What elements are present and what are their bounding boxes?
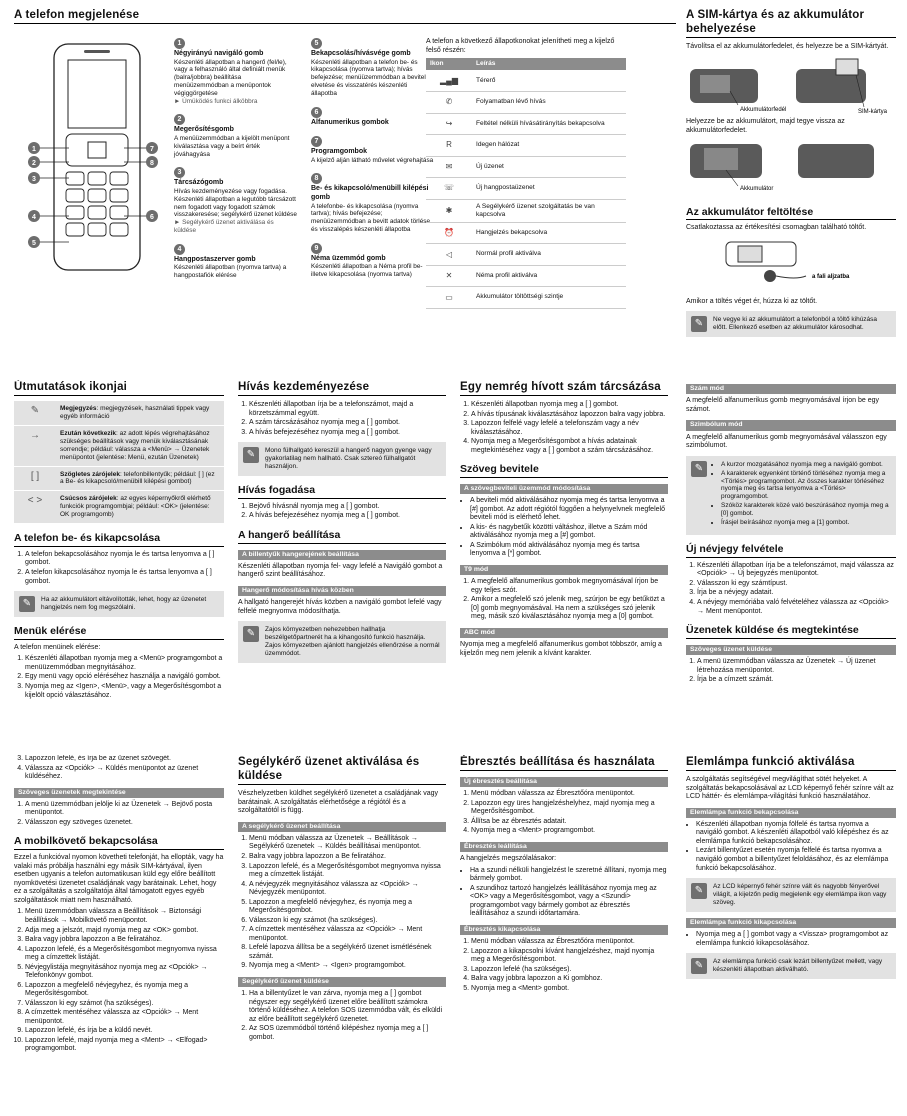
section-title: Hívás kezdeményezése — [238, 380, 446, 396]
list-item: 4. Nyomja meg a <Ment> programgombot. — [471, 827, 668, 836]
list-item: 1. Menü módban válassza az Ébresztőóra menüpontot. — [471, 938, 668, 947]
section-title: Menük elérése — [14, 625, 224, 640]
list-item: 3. Nyomja meg az <Igen>, <Menü>, vagy a Megerősítésgombot a kijelölt opció választásához. — [25, 683, 224, 700]
list-item: 9. Nyomja meg a <Ment> → <Igen> programgombot. — [249, 962, 446, 971]
svg-text:3: 3 — [32, 176, 36, 183]
list-item: 1. Készenléti állapotban írja be a telefonszámot, majd válassza az <Opciók> → Új bejegyzés menüpontot. — [697, 562, 896, 579]
callout-item: 3 Tárcsázógomb Hívás kezdeményezése vagy fogadása. Készenléti állapotban a legutóbb tárcsázott nem fogadott vagy fogadott számok visszakeresése; segélykérő üzenet küldése ► Segélykérő üzenet aktiválása és küldése — [174, 169, 297, 234]
subsection-bar: Szöveges üzenetek megtekintése — [14, 788, 224, 798]
list-item: • Ha a szundi nélküli hangjelzést le szeretné állítani, nyomja meg bármely gombot. — [470, 867, 668, 884]
subsection-bar: Elemlámpa funkció kikapcsolása — [686, 918, 896, 928]
number-mode-section: Szám mód A megfelelő alfanumerikus gomb megnyomásával írjon be egy számot. Szimbólum mód A megfelelő alfanumerikus gomb megnyomásával válasszon egy szimbólumot. ✎ • A kurzor mozgatásához nyomja meg a navigáló gombot. • A karakterek egyenként történő törléséhez nyomja meg a <Törlés> programgombot. Az összes karakter törléséhez nyomja meg és tartsa lenyomva a <Törlés> programgombot. • Szóköz karakterek közé való beszúrásához nyomja meg a [0] gombot. • Írásjel beírásához nyomja meg a [1] gombot. Új névjegy felvétele 1. Készenléti állapotban írja be a telefonszámot, majd válassza az <Opciók> → Új bejegyzés menüpontot. 2. Válasszon ki egy számtípust. 3. Írja be a névjegy adatait. 4. A névjegy memóriába való felvételéhez válassza az <Opciók> → Ment menüpontot. Üzenetek küldése és megtekintése Szöveges üzenet küldése 1. A menü üzemmódban válassza az Üzenetek → Új üzenet létrehozása menüpontot. 2. Írja be a címzett számát. — [686, 380, 896, 720]
note-icon: ✎ — [691, 958, 707, 974]
svg-text:4: 4 — [32, 214, 36, 221]
icons-intro: A telefon a következő állapotkonokat jelenítheti meg a kijelző felső részén: — [426, 38, 615, 54]
charge-title: Az akkumulátor feltöltése — [686, 206, 896, 221]
list-item: • A kurzor mozgatásához nyomja meg a navigáló gombot. — [721, 461, 891, 469]
list-item: 5. Lapozzon a megfelelő névjegyhez, és nyomja meg a Megerősítésgombot. — [249, 899, 446, 916]
list-item: 2. Írja be a címzett számát. — [697, 676, 896, 685]
phone-appearance-section — [14, 8, 676, 358]
bracket-icon: [ ] — [14, 466, 56, 491]
normal-profile-icon: ◁ — [426, 244, 472, 266]
section-title: A SIM-kártya és az akkumulátor behelyezése — [686, 8, 896, 38]
list-item: • Készenléti állapotban nyomja fölfelé és tartsa nyomva a navigáló gombot. A készenléti állapotból való kilépéshez és az elemlámpa funkció bekapcsolásához. — [696, 821, 896, 847]
list-item: 4. Balra vagy jobbra lapozzon a Ki gombhoz. — [471, 975, 668, 984]
table-row: ↪ Feltétel nélküli hívásátirányítás bekapcsolva — [426, 113, 626, 135]
subsection-bar: Szimbólum mód — [686, 420, 896, 430]
section-title: A hangerő beállítása — [238, 529, 446, 544]
table-row: ✉ Új üzenet — [426, 156, 626, 178]
list-item: 1. Menü üzemmódban válassza a Beállítások → Biztonsági beállítások → Mobilkövető menüpontot. — [25, 908, 224, 925]
list-item: 2. Adja meg a jelszót, majd nyomja meg az <OK> gombot. — [25, 927, 224, 936]
callout-item: 9 Néma üzemmód gomb Készenléti állapotban a Néma profil be- illetve kikapcsolása (nyomva tartva) — [311, 244, 423, 279]
table-row: ☏ Új hangpostaüzenet — [426, 178, 626, 200]
note-box — [686, 456, 896, 535]
subsection-bar: ABC mód — [460, 628, 668, 638]
table-row: ▭ Akkumulátor töltöttségi szintje — [426, 287, 626, 309]
list-item: • A Szimbólum mód aktiválásához nyomja meg és tartsa lenyomva a [*] gombot. — [470, 542, 668, 559]
silent-profile-icon: ✕ — [426, 265, 472, 287]
phone-illustration — [14, 38, 174, 278]
charger-illustration — [686, 236, 896, 294]
list-item: 1. A telefon bekapcsolásához nyomja le és tartsa lenyomva a [ ] gombot. — [25, 551, 224, 568]
subsection-bar: Szám mód — [686, 384, 896, 394]
list-item: 1. A megfelelő alfanumerikus gombok megnyomásával írjon be egy teljes szót. — [471, 578, 668, 595]
list-item: • A kis- és nagybetűk közötti váltáshoz, illetve a Szám mód aktiválásához nyomja meg a [#] gombot. — [470, 524, 668, 541]
list-item: 3. A hívás befejezéséhez nyomja meg a [ ] gombot. — [249, 429, 446, 438]
list-item: • Szóköz karakterek közé való beszúrásához nyomja meg a [0] gombot. — [721, 502, 891, 518]
list-item: 9. Lapozzon lefelé, és írja be a küldő nevét. — [25, 1027, 224, 1036]
list-item: 1. Készenléti állapotban nyomja meg a [ ] gombot. — [471, 401, 668, 410]
list-item: 1. Menü módban válassza az Ébresztőóra menüpontot. — [471, 790, 668, 799]
section-title: Szöveg bevitele — [460, 463, 668, 478]
roaming-icon: R — [426, 135, 472, 157]
list-item: 3. Lapozzon lefelé, és írja be az üzenet szövegét. — [25, 755, 224, 764]
svg-text:1: 1 — [32, 146, 36, 153]
list-item: 2. A hívás befejezéséhez nyomja meg a [ ] gombot. — [249, 512, 446, 521]
alarm-icon: ⏰ — [426, 222, 472, 244]
list-item: 1. Ha a billentyűzet le van zárva, nyomja meg a [ ] gombot négyszer egy segélykérő üzenet előre beállított számokra történő küldéséhez. A telefon SOS üzemmódba vált, és elküldi az előre beállított segélykérő üzenetet. — [249, 990, 446, 1024]
section-title: Útmutatások ikonjai — [14, 380, 224, 396]
section-title: Ébresztés beállítása és használata — [460, 755, 668, 771]
torch-section: Elemlámpa funkció aktiválása A szolgáltatás segítségével megvilágíthat sötét helyeket. A szolgáltatás bekapcsolásával az LCD képernyő fehér színre vált az LCD háttér- és elemlámpa-világítási funkció használatához. Elemlámpa funkció bekapcsolása • Készenléti állapotban nyomja fölfelé és tartsa nyomva a navigáló gombot. A készenléti állapotból való kilépéshez és az elemlámpa funkció bekapcsolásához. • Lezárt billentyűzet esetén nyomja felfelé és tartsa nyomva a navigáló gombot a billentyűzet feloldásához, és az elemlámpa funkció bekapcsolásához. ✎ Az LCD képernyő fehér színre vált és nagyobb fényerővel világít, a kijelzőn pedig megjelenik egy elemlámpa ikon vagy szöveg. Elemlámpa funkció kikapcsolása • Nyomja meg a [ ] gombot vagy a <Vissza> programgombot az elemlámpa funkció kikapcsolásához. ✎ Az elemlámpa funkció csak lezárt billentyűzet mellett, vagy készenléti állapotban aktiválható. — [686, 755, 896, 1110]
svg-text:2: 2 — [32, 160, 36, 167]
list-item: 4. Lapozzon lefelé, és a Megerősítésgombot megnyomva nyissa meg a címzettek listáját. — [25, 946, 224, 963]
list-item: 1. Készenléti állapotban írja be a telefonszámot, majd a körzetszámmal együtt. — [249, 401, 446, 418]
list-item: 2. Válasszon egy szöveges üzenetet. — [25, 819, 224, 828]
callout-item: 7 Programgombok A kijelző alján látható művelet végrehajtása — [311, 138, 434, 164]
svg-text:5: 5 — [32, 240, 36, 247]
list-item: 6. Válasszon ki egy számot (ha szükséges). — [249, 917, 446, 926]
list-item: 8. A címzettek mentéséhez válassza az <Opciók> → Ment menüpontot. — [25, 1009, 224, 1026]
callout-item: 5 Bekapcsolás/hívásvége gomb Készenléti állapotban a telefon be- és kikapcsolása (nyomva tartva); hívás befejezése; menüüzemmódban a bevitel elvetése és visszatérés készenléti állapotba — [311, 40, 426, 97]
subsection-bar: Ébresztés kikapcsolása — [460, 925, 668, 935]
alarm-section: Ébresztés beállítása és használata Új ébresztés beállítása 1. Menü módban válassza az Ébresztőóra menüpontot. 2. Lapozzon egy üres hangjelzéshelyhez, majd nyomja meg a Megerősítésgombot. 3. Állítsa be az ébresztés adatait. 4. Nyomja meg a <Ment> programgombot. Ébresztés leállítása A hangjelzés megszólalásakor: • Ha a szundi nélküli hangjelzést le szeretné állítani, nyomja meg bármely gombot. • A szundihoz tartozó hangjelzés leállításához nyomja meg az <OK> vagy a Megerősítésgombot, vagy a <Szundi> programgombot vagy bármely gombot az ébresztés leállításához a szundi időtartamára. Ébresztés kikapcsolása 1. Menü módban válassza az Ébresztőóra menüpontot. 2. Lapozzon a kikapcsolni kívánt hangjelzéshez, majd nyomja meg a Megerősítésgombot. 3. Lapozzon lefelé (ha szükséges). 4. Balra vagy jobbra lapozzon a Ki gombhoz. 5. Nyomja meg a <Ment> gombot. — [460, 755, 668, 1110]
status-icons-block — [426, 38, 626, 309]
table-row: ✎ Megjegyzés: megjegyzések, használati tippek vagy egyéb információ — [14, 401, 224, 425]
subsection-bar: A billentyűk hangerejének beállítása — [238, 550, 446, 560]
list-item: 4. A névjegyzék megnyitásához válassza az <Opciók> → Névjegyzék menüpontot. — [249, 881, 446, 898]
subsection-bar: Hangerő módosítása hívás közben — [238, 586, 446, 596]
note-box: ✎ Ne vegye ki az akkumulátort a telefonból a töltő kihúzása előtt. Ellenkező esetben az akkumulátor károsodhat. — [686, 311, 896, 337]
subsection-bar: A szövegbeviteli üzemmód módosítása — [460, 484, 668, 494]
note-icon: ✎ — [243, 626, 259, 642]
note-icon: ✎ — [691, 316, 707, 332]
step-text: Távolítsa el az akkumulátorfedelet, és helyezze be a SIM-kártyát. — [686, 43, 889, 51]
section-title: Egy nemrég hívott szám tárcsázása — [460, 380, 668, 396]
battery-illustration — [686, 138, 896, 194]
list-item: 3. Írja be a névjegy adatait. — [697, 589, 896, 598]
subsection-bar: A segélykérő üzenet beállítása — [238, 822, 446, 832]
callout-item: 4 Hangpostaszerver gomb Készenléti állapotban (nyomva tartva) a hangpostafiók elérése — [174, 245, 287, 280]
call-icon: ✆ — [426, 92, 472, 114]
angle-icon: < > — [14, 491, 56, 524]
section-title: Hívás fogadása — [238, 484, 446, 499]
subsection-bar: T9 mód — [460, 565, 668, 575]
sim-battery-section — [686, 8, 896, 358]
callout-item: 2 Megerősítésgomb A menüüzemmódban a kijelölt menüpont kiválasztása vagy a beírt érték jóváhagyása — [174, 116, 290, 158]
note-icon: ✎ — [14, 401, 56, 425]
list-item: 1. Menü módban válassza az Üzenetek → Beállítások → Segélykérő üzenetek → Küldés beállításai menüpontot. — [249, 835, 446, 852]
list-item: 4. Nyomja meg a Megerősítésgombot a hívás adatainak megtekintéséhez vagy a [ ] gombot a szám tárcsázásához. — [471, 438, 668, 455]
svg-text:8: 8 — [150, 160, 154, 167]
table-row: → Ezután következik: az adott lépés végrehajtásához szükséges beállítások vagy menük kiválasztásának sorrendje; például: válassza a <Menü> → Üzenetek menüpontot (jelentése: Menü, ezután Üzenetek) — [14, 425, 224, 466]
list-item: 1. A menü üzemmódban jelölje ki az Üzenetek → Bejövő posta menüpontot. — [25, 801, 224, 818]
svg-text:6: 6 — [150, 214, 154, 221]
callout-item: 8 Be- és kikapcsoló/menübill kilépési gomb A telefonbe- és kikapcsolása (nyomva tartva); hívás befejezése; menüüzemmódban a bevitt adatok törlése és visszalépés készenléti állapotba — [311, 175, 431, 233]
tips-table — [14, 401, 224, 524]
list-item: 3. Állítsa be az ébresztés adatait. — [471, 818, 668, 827]
list-item: 1. Készenléti állapotban nyomja meg a <Menü> programgombot a menüüzemmódban megnyitásához. — [25, 655, 224, 672]
list-item: 3. Lapozzon lefelé, és a Megerősítésgombot megnyomva nyissa meg a címzettek listáját. — [249, 863, 446, 880]
section-title: Segélykérő üzenet aktiválása és küldése — [238, 755, 446, 785]
note-box: ✎ Az LCD képernyő fehér színre vált és nagyobb fényerővel világít, a kijelzőn pedig megjelenik egy elemlámpa ikon vagy szöveg. — [686, 878, 896, 912]
step-text: Amikor a töltés véget ér, húzza ki az töltőt. — [686, 297, 818, 305]
list-item: 2. A telefon kikapcsolásához nyomja le és tartsa lenyomva a [ ] gombot. — [25, 569, 224, 586]
sim-label: SIM-kártya — [858, 108, 888, 115]
section-title: Elemlámpa funkció aktiválása — [686, 755, 896, 771]
table-row: ✱ A Segélykérő üzenet szolgáltatás be van kapcsolva — [426, 199, 626, 222]
sim-illustration — [686, 55, 896, 115]
list-item: 2. A hívás típusának kiválasztásához lapozzon balra vagy jobbra. — [471, 411, 668, 420]
note-box: ✎ Zajos környezetben nehezebben hallhatja beszélgetőpartnerét ha a kihangosító funkció használja. Zajos környezetben ajánlott hangjelzés ellenőrzése a normál üzemmódot. — [238, 621, 446, 663]
list-item: 3. Lapozzon lefelé (ha szükséges). — [471, 966, 668, 975]
sos-section: Segélykérő üzenet aktiválása és küldése Vészhelyzetben küldhet segélykérő üzenetet a családjának vagy barátainak. A szolgáltatás elérhetősége a régiótól és a szolgáltatótól is függ. A segélykérő üzenet beállítása 1. Menü módban válassza az Üzenetek → Beállítások → Segélykérő üzenetek → Küldés beállításai menüpontot. 2. Balra vagy jobbra lapozzon a Be feliratához. 3. Lapozzon lefelé, és a Megerősítésgombot megnyomva nyissa meg a címzettek listáját. 4. A névjegyzék megnyitásához válassza az <Opciók> → Névjegyzék menüpontot. 5. Lapozzon a megfelelő névjegyhez, és nyomja meg a Megerősítésgombot. 6. Válasszon ki egy számot (ha szükséges). 7. A címzettek mentéséhez válassza az <Opciók> → Ment menüpontot. 8. Lefelé lapozva állítsa be a segélykérő üzenet ismétlésének számát. 9. Nyomja meg a <Ment> → <Igen> programgombot. Segélykérő üzenet küldése 1. Ha a billentyűzet le van zárva, nyomja meg a [ ] gombot négyszer egy segélykérő üzenet előre beállított számokra történő küldéséhez. A telefon SOS üzemmódba vált, és elküldi az előre beállított segélykérő üzenetet. 2. Az SOS üzemmódból történő kilépéshez nyomja meg a [ ] gombot. — [238, 755, 446, 1110]
list-item: 10. Lapozzon lefelé, majd nyomja meg a <Ment> → <Elfogad> programgombot. — [25, 1037, 224, 1054]
subsection-bar: Ébresztés leállítása — [460, 842, 668, 852]
voicemail-icon: ☏ — [426, 178, 472, 200]
section-title: A mobilkövető bekapcsolása — [14, 835, 224, 850]
list-item: 3. Balra vagy jobbra lapozzon a Be feliratához. — [25, 936, 224, 945]
list-item: 6. Lapozzon a megfelelő névjegyhez, és nyomja meg a Megerősítésgombot. — [25, 982, 224, 999]
recent-calls-section: Egy nemrég hívott szám tárcsázása 1. Készenléti állapotban nyomja meg a [ ] gombot. 2. A hívás típusának kiválasztásához lapozzon balra vagy jobbra. 3. Lapozzon felfelé vagy lefelé a telefonszám vagy a név kiválasztásához. 4. Nyomja meg a Megerősítésgombot a hívás adatainak megtekintéséhez vagy a [ ] gombot a szám tárcsázásához. Szöveg bevitele A szövegbeviteli üzemmód módosítása • A beviteli mód aktiválásához nyomja meg és tartsa lenyomva a [#] gombot. Az adott régiótól függően a helynyelvnek megfelelő beviteli mód is elérhető lehet. • A kis- és nagybetűk közötti váltáshoz, illetve a Szám mód aktiválásához nyomja meg a [#] gombot. • A Szimbólum mód aktiválásához nyomja meg és tartsa lenyomva a [*] gombot. T9 mód 1. A megfelelő alfanumerikus gombok megnyomásával írjon be egy teljes szót. 2. Amikor a megfelelő szó jelenik meg, szúrjon be egy betűközt a [0] gomb megnyomásával. Ha nem a szükséges szó jelenik meg, másik szó kiválasztásához nyomja meg a [0] gombot. ABC mód Nyomja meg a megfelelő alfanumerikus gombot többször, amíg a kijelzőn meg nem jelenik a kívánt karakter. — [460, 380, 668, 720]
list-item: • Lezárt billentyűzet esetén nyomja felfelé és tartsa nyomva a navigáló gombot a billentyűzet feloldásához, és az elemlámpa funkció bekapcsolásához. — [696, 847, 896, 873]
table-row: ✕ Néma profil aktiválva — [426, 265, 626, 287]
step-text: Csatlakoztassa az értékesítési csomagban található töltőt. — [686, 224, 867, 232]
list-item: 2. Az SOS üzemmódból történő kilépéshez nyomja meg a [ ] gombot. — [249, 1025, 446, 1042]
table-row: ◁ Normál profil aktiválva — [426, 244, 626, 266]
divert-icon: ↪ — [426, 113, 472, 135]
section-title: A telefon be- és kikapcsolása — [14, 532, 224, 547]
section-title: Új névjegy felvétele — [686, 543, 896, 558]
list-item: 2. A szám tárcsázásához nyomja meg a [ ] gombot. — [249, 419, 446, 428]
callout-list — [174, 38, 434, 288]
subsection-bar: Segélykérő üzenet küldése — [238, 977, 446, 987]
subsection-bar: Új ébresztés beállítása — [460, 777, 668, 787]
list-item: 2. Balra vagy jobbra lapozzon a Be feliratához. — [249, 853, 446, 862]
socket-label: a fali aljzatba — [812, 274, 850, 281]
arrow-icon: → — [14, 425, 56, 466]
table-row: [ ] Szögletes zárójelek: telefonbillentyűk; például: [ ] (ez a Be- és kikapcsoló/menübill kilépési gombot) — [14, 466, 224, 491]
note-icon: ✎ — [19, 596, 35, 612]
list-item: 2. Amikor a megfelelő szó jelenik meg, szúrjon be egy betűközt a [0] gomb megnyomásával. Ha nem a szükséges szó jelenik meg, másik szó kiválasztásához nyomja meg a [0] gombot. — [471, 596, 668, 622]
list-item: 2. Lapozzon egy üres hangjelzéshelyhez, majd nyomja meg a Megerősítésgombot. — [471, 800, 668, 817]
table-row: ▂▄▆ Térerő — [426, 70, 626, 92]
list-item: 1. Bejövő hívásnál nyomja meg a [ ] gombot. — [249, 503, 446, 512]
note-box: ✎ Az elemlámpa funkció csak lezárt billentyűzet mellett, vagy készenléti állapotban aktiválható. — [686, 953, 896, 979]
sos-icon: ✱ — [426, 199, 472, 222]
tips-section: Útmutatások ikonjai ✎ Megjegyzés: megjegyzések, használati tippek vagy egyéb információ → Ezután következik: az adott lépés végrehajtásához szükséges beállítások vagy menük kiválasztásának sorrendje; például: válassza a <Menü> → Üzenetek menüpontot (jelentése: Menü, ezután Üzenetek) [ ] Szögletes zárójelek: telefonbillentyűk; például: [ ] (ez a Be- és kikapcsoló/menübill kilépési gombot) < > Csúcsos zárójelek: az egyes képernyőkről elérhető funkciók programgombjai; például: <OK> (jelentése: OK programgomb) A telefon be- és kikapcsolása 1. A telefon bekapcsolásához nyomja le és tartsa lenyomva a [ ] gombot. 2. A telefon kikapcsolásához nyomja le és tartsa lenyomva a [ ] gombot. ✎ Ha az akkumulátort eltávolították, lehet, hogy az üzenetet hangjelzés nem fog megszólalni. Menük elérése A telefon menüinek elérése: 1. Készenléti állapotban nyomja meg a <Menü> programgombot a menüüzemmódban megnyitásához. 2. Egy menü vagy opció eléréséhez használja a navigáló gombot. 3. Nyomja meg az <Igen>, <Menü>, vagy a Megerősítésgombot a kijelölt opció választásához. — [14, 380, 224, 720]
list-item: 4. A névjegy memóriába való felvételéhez válassza az <Opciók> → Ment menüpontot. — [697, 599, 896, 616]
signal-icon: ▂▄▆ — [426, 70, 472, 92]
list-item: • Nyomja meg a [ ] gombot vagy a <Vissza> programgombot az elemlámpa funkció kikapcsolásához. — [696, 931, 896, 948]
subsection-bar: Elemlámpa funkció bekapcsolása — [686, 808, 896, 818]
list-item: 7. A címzettek mentéséhez válassza az <Opciók> → Ment menüpontot. — [249, 926, 446, 943]
list-item: 2. Válasszon ki egy számtípust. — [697, 580, 896, 589]
subsection-bar: Szöveges üzenet küldése — [686, 645, 896, 655]
list-item: • Írásjel beírásához nyomja meg a [1] gombot. — [721, 519, 891, 527]
battery-label: Akkumulátor — [740, 186, 774, 193]
step-text: Helyezze be az akkumulátort, majd tegye vissza az akkumulátorfedelet. — [686, 118, 845, 134]
note-box: ✎ Ha az akkumulátort eltávolították, lehet, hogy az üzenetet hangjelzés nem fog megszólalni. — [14, 591, 224, 617]
list-item: 2. Lapozzon a kikapcsolni kívánt hangjelzéshez, majd nyomja meg a Megerősítésgombot. — [471, 948, 668, 965]
section-title: Üzenetek küldése és megtekintése — [686, 624, 896, 639]
battery-icon: ▭ — [426, 287, 472, 309]
list-item: • A beviteli mód aktiválásához nyomja meg és tartsa lenyomva a [#] gombot. Az adott régiótól függően a helynyelvnek megfelelő beviteli mód is elérhető lehet. — [470, 497, 668, 523]
tracker-section: 3. Lapozzon lefelé, és írja be az üzenet szövegét. 4. Válassza az <Opciók> → Küldés menüpontot az üzenet küldéséhez. Szöveges üzenetek megtekintése 1. A menü üzemmódban jelölje ki az Üzenetek → Bejövő posta menüpontot. 2. Válasszon egy szöveges üzenetet. A mobilkövető bekapcsolása Ezzel a funkcióval nyomon követheti telefonját, ha ellopták, vagy ha valaki más próbálja használni egy másik SIM-kártyával, ilyen esetben ugyanis a telefon automatikusan küld egy előre beállított nyomkövetési üzenetet családjának vagy barátainak. Lehet, hogy ez a szolgáltatás a szolgáltatója által támogatott egyes egyéb szolgáltatások miatt nem használható. 1. Menü üzemmódban válassza a Beállítások → Biztonsági beállítások → Mobilkövető menüpontot. 2. Adja meg a jelszót, majd nyomja meg az <OK> gombot. 3. Balra vagy jobbra lapozzon a Be feliratához. 4. Lapozzon lefelé, és a Megerősítésgombot megnyomva nyissa meg a címzettek listáját. 5. Névjegylistája megnyitásához nyomja meg az <Opciók> → Telefonkönyv gombot. 6. Lapozzon a megfelelő névjegyhez, és nyomja meg a Megerősítésgombot. 7. Válasszon ki egy számot (ha szükséges). 8. A címzettek mentéséhez válassza az <Opciók> → Ment menüpontot. 9. Lapozzon lefelé, és írja be a küldő nevét. 10. Lapozzon lefelé, majd nyomja meg a <Ment> → <Elfogad> programgombot. — [14, 755, 224, 1110]
cover-label: Akkumulátorfedél — [740, 106, 787, 113]
list-item: 7. Válasszon ki egy számot (ha szükséges). — [25, 1000, 224, 1009]
svg-text:7: 7 — [150, 146, 154, 153]
list-item: 8. Lefelé lapozva állítsa be a segélykérő üzenet ismétlésének számát. — [249, 944, 446, 961]
list-item: 3. Lapozzon felfelé vagy lefelé a telefonszám vagy a név kiválasztásához. — [471, 420, 668, 437]
list-item: 1. A menü üzemmódban válassza az Üzenetek → Új üzenet létrehozása menüpontot. — [697, 658, 896, 675]
table-row: R Idegen hálózat — [426, 135, 626, 157]
note-icon: ✎ — [691, 883, 707, 899]
note-icon: ✎ — [691, 461, 707, 477]
note-icon: ✎ — [243, 447, 259, 463]
message-icon: ✉ — [426, 156, 472, 178]
table-row: ⏰ Hangjelzés bekapcsolva — [426, 222, 626, 244]
callout-item: 6 Alfanumerikus gombok — [311, 108, 389, 126]
list-item: 2. Egy menü vagy opció eléréséhez használja a navigáló gombot. — [25, 673, 224, 682]
list-item: 5. Nyomja meg a <Ment> gombot. — [471, 985, 668, 994]
list-item: • A szundihoz tartozó hangjelzés leállításához nyomja meg az <OK> vagy a Megerősítésgombot, vagy a <Szundi> programgombot vagy bármely gombot az ébresztés leállításához a szundi időtartamára. — [470, 885, 668, 919]
section-title: A telefon megjelenése — [14, 8, 676, 24]
call-section: Hívás kezdeményezése 1. Készenléti állapotban írja be a telefonszámot, majd a körzetszámmal együtt. 2. A szám tárcsázásához nyomja meg a [ ] gombot. 3. A hívás befejezéséhez nyomja meg a [ ] gombot. ✎ Mono fülhallgató kereszül a hangerő nagyon gyenge vagy gyakorlatilag nem hallható. Csak sztereó fülhallgatót használjon. Hívás fogadása 1. Bejövő hívásnál nyomja meg a [ ] gombot. 2. A hívás befejezéséhez nyomja meg a [ ] gombot. A hangerő beállítása A billentyűk hangerejének beállítása Készenléti állapotban nyomja fel- vagy lefelé a Navigáló gombot a hangerő szint beállításához. Hangerő módosítása hívás közben A hallgató hangerejét hívás közben a navigáló gombot lefelé vagy felfelé megnyomva módosíthatja. ✎ Zajos környezetben nehezebben hallhatja beszélgetőpartnerét ha a kihangosító funkció használja. Zajos környezetben ajánlott hangjelzés ellenőrzése a normál üzemmódot. — [238, 380, 446, 720]
callout-item: 1 Négyirányú navigáló gomb Készenléti állapotban a hangerő (fel/le), vagy a felhasználó által definiált menük (balra/jobbra) beállítása menüüzemmódban a menüpontok végiggörgetése ► Úmüködés funkci álköbbra — [174, 40, 287, 105]
table-row: ✆ Folyamatban lévő hívás — [426, 92, 626, 114]
list-item: 4. Válassza az <Opciók> → Küldés menüpontot az üzenet küldéséhez. — [25, 765, 224, 782]
table-row: < > Csúcsos zárójelek: az egyes képernyőkről elérhető funkciók programgombjai; például: <OK> (jelentése: OK programgomb) — [14, 491, 224, 524]
list-item: 5. Névjegylistája megnyitásához nyomja meg az <Opciók> → Telefonkönyv gombot. — [25, 964, 224, 981]
status-icons-table: Ikon Leírás ▂▄▆ Térerő ✆ Folyamatban lévő hívás ↪ Feltétel nélküli hívásátirányítás bekapcsolva R Idegen hálózat ✉ Új üzenet ☏ Új hangpostaüzenet ✱ A Segélykérő üzenet szolgáltatás be van kapcsolva ⏰ Hangjelzés bekapcsolva ◁ Normál profil aktiválva ✕ Néma profil aktiválva ▭ Akkumulátor töltöttségi szintje — [426, 58, 626, 309]
list-item: • A karakterek egyenként történő törléséhez nyomja meg a <Törlés> programgombot. Az összes karakter törléséhez nyomja meg és tartsa lenyomva a <Törlés> programgombot. — [721, 470, 891, 502]
note-box: ✎ Mono fülhallgató kereszül a hangerő nagyon gyenge vagy gyakorlatilag nem hallható. Csak sztereó fülhallgatót használjon. — [238, 442, 446, 476]
